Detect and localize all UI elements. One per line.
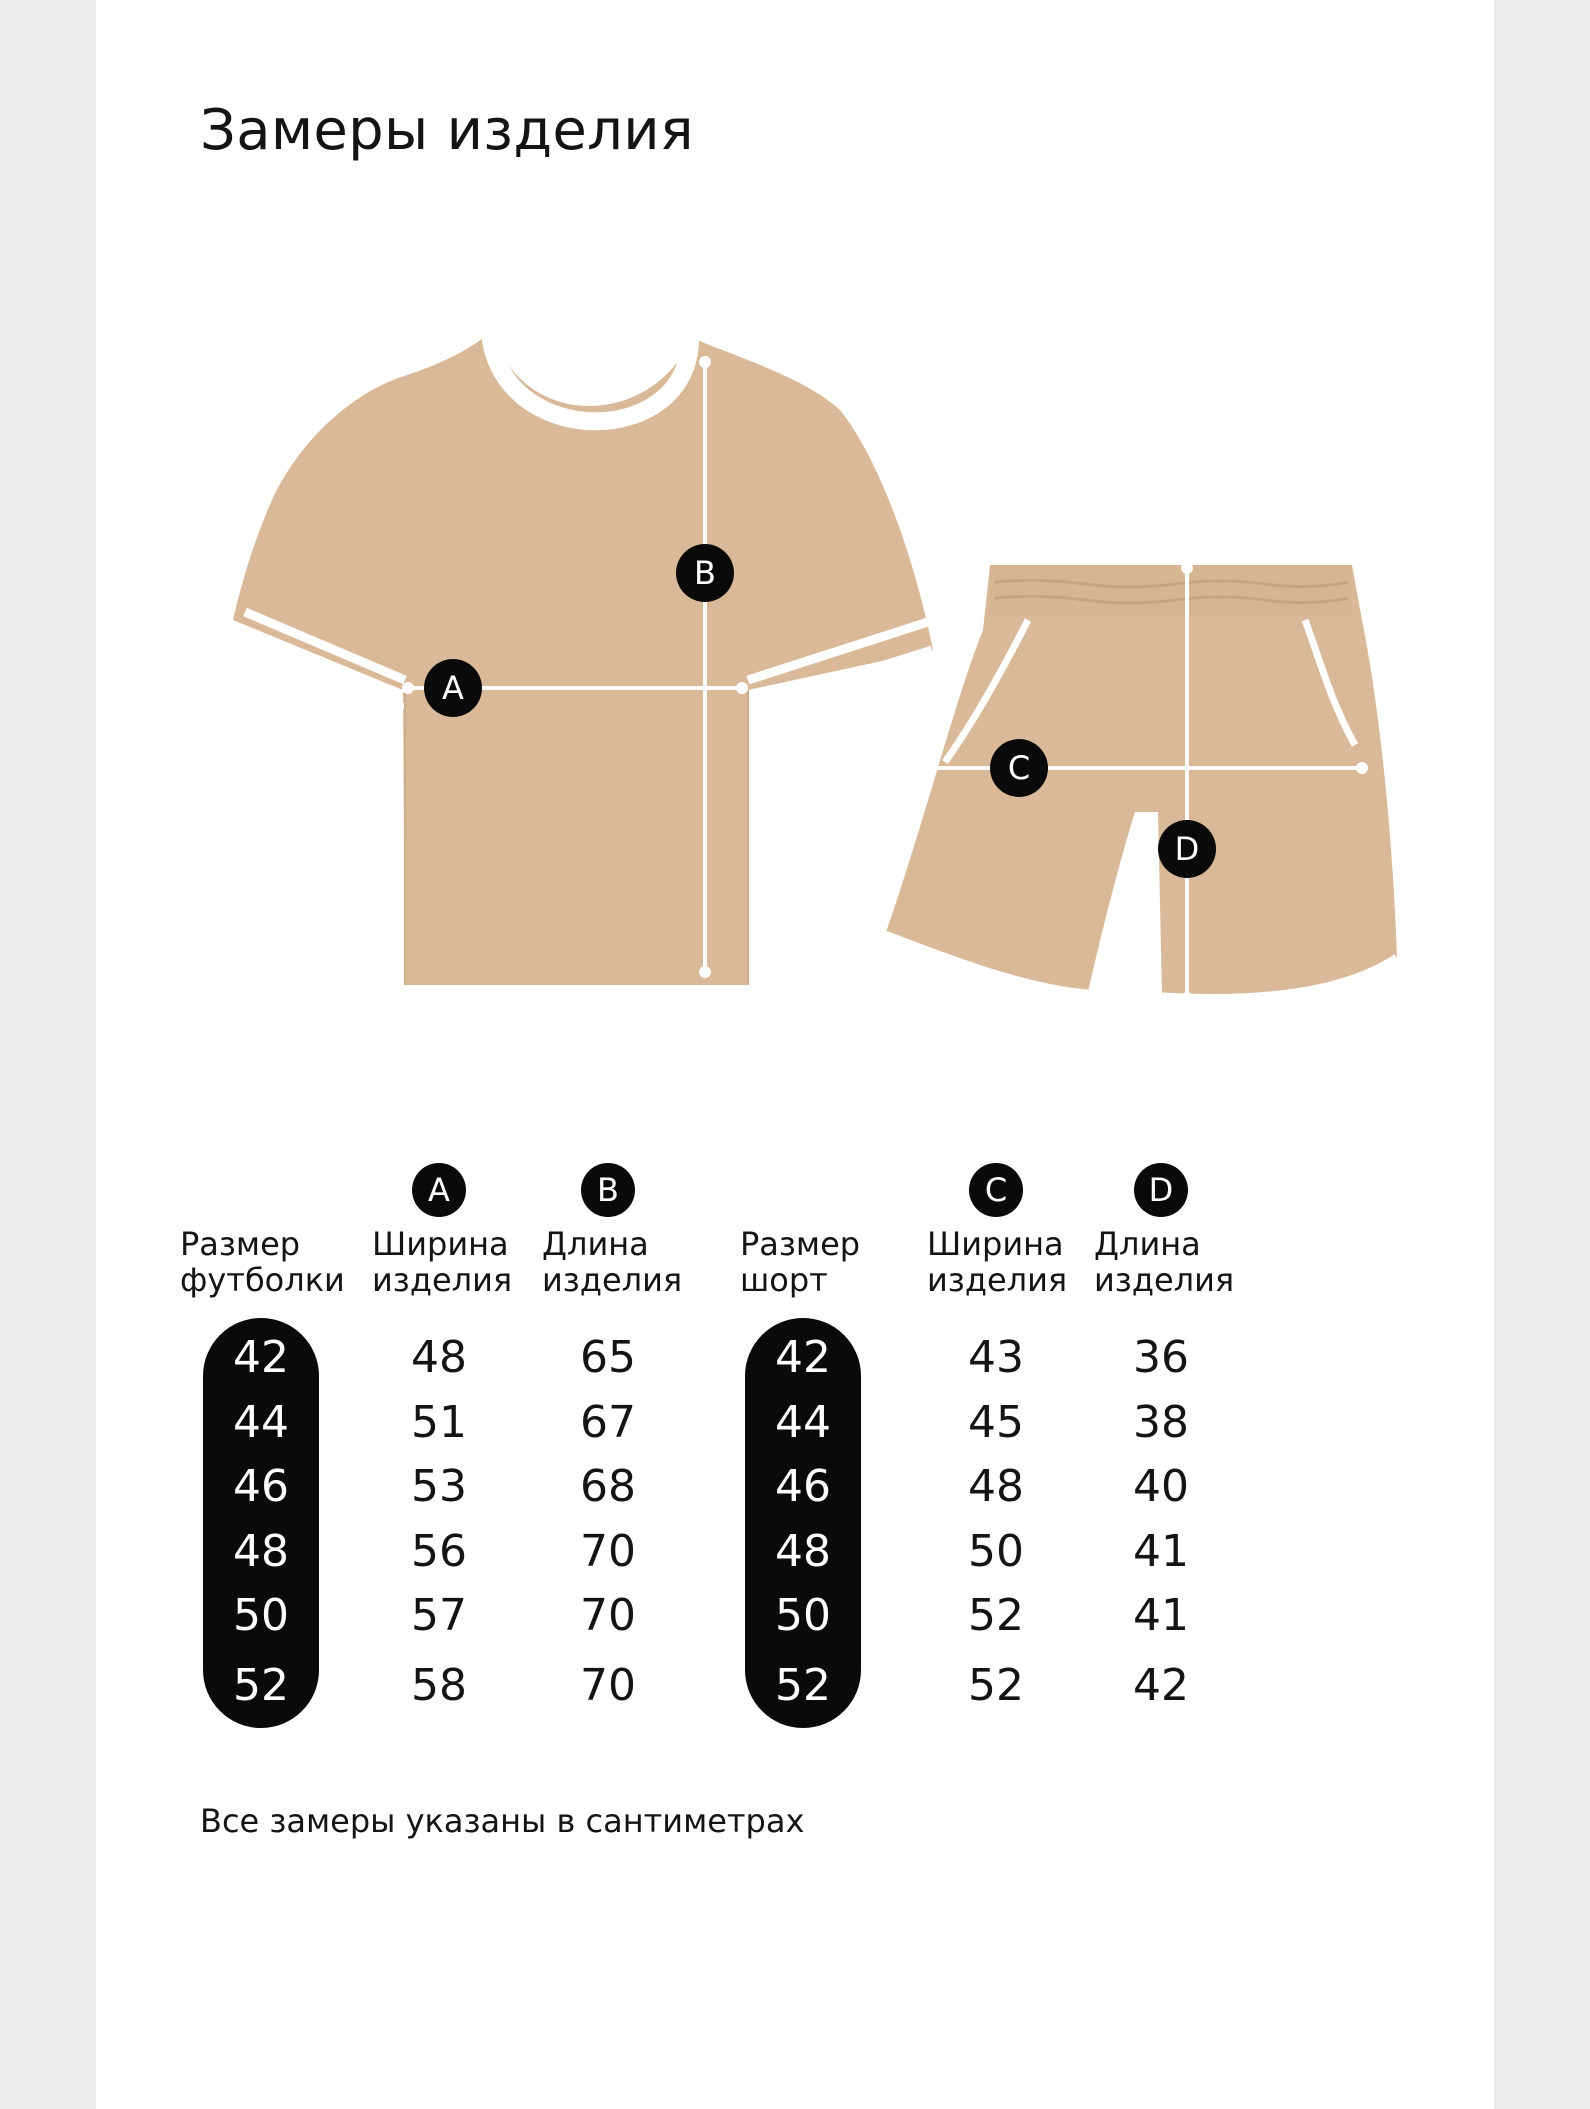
tshirt-length-cell: 70: [580, 1526, 636, 1577]
shorts-length-cell: 41: [1133, 1590, 1189, 1641]
page-title: Замеры изделия: [200, 98, 694, 163]
shorts-width-cell: 52: [968, 1660, 1024, 1711]
shorts-length-cell: 38: [1133, 1397, 1189, 1448]
tshirt-width-cell: 48: [411, 1332, 467, 1383]
tshirt-size-cell: 48: [233, 1526, 289, 1577]
shorts-length-header: Длина изделия: [1094, 1225, 1235, 1299]
shorts-size-cell: 48: [775, 1526, 831, 1577]
shorts-width-cell: 43: [968, 1332, 1024, 1383]
shorts-width-cell: 50: [968, 1526, 1024, 1577]
tshirt-width-header: Ширина изделия: [372, 1225, 513, 1299]
tshirt-width-cell: 56: [411, 1526, 467, 1577]
units-footnote: Все замеры указаны в сантиметрах: [200, 1802, 805, 1840]
shorts-width-cell: 45: [968, 1397, 1024, 1448]
shorts-waistband: [990, 565, 1352, 615]
tshirt-size-cell: 52: [233, 1660, 289, 1711]
tshirt-width-cell: 53: [411, 1461, 467, 1512]
tshirt-size-cell: 42: [233, 1332, 289, 1383]
tshirt-size-header: Размер футболки: [180, 1225, 345, 1299]
shorts-size-cell: 44: [775, 1397, 831, 1448]
tshirt-length-cell: 68: [580, 1461, 636, 1512]
shorts-width-cell: 48: [968, 1461, 1024, 1512]
shorts-size-cell: 42: [775, 1332, 831, 1383]
tshirt-drawing: [233, 330, 933, 985]
svg-text:B: B: [694, 554, 716, 592]
tshirt-length-cell: 65: [580, 1332, 636, 1383]
shorts-size-cell: 46: [775, 1461, 831, 1512]
svg-text:A: A: [442, 669, 464, 707]
shorts-size-header: Размер шорт: [740, 1225, 861, 1299]
tshirt-length-header: Длина изделия: [542, 1225, 683, 1299]
marker-c-badge: [990, 739, 1048, 797]
shorts-width-header: Ширина изделия: [927, 1225, 1068, 1299]
svg-text:D: D: [1174, 830, 1200, 868]
shorts-drawing: [885, 562, 1397, 1004]
tshirt-size-cell: 44: [233, 1397, 289, 1448]
shorts-length-cell: 36: [1133, 1332, 1189, 1383]
tshirt-size-cell: 50: [233, 1590, 289, 1641]
shorts-size-cell: 50: [775, 1590, 831, 1641]
marker-b-badge: [676, 544, 734, 602]
svg-text:C: C: [1007, 749, 1031, 787]
tshirt-size-cell: 46: [233, 1461, 289, 1512]
tshirt-length-cell: 70: [580, 1660, 636, 1711]
shorts-length-cell: 42: [1133, 1660, 1189, 1711]
column-d-badge: D: [1134, 1163, 1188, 1217]
shorts-body: [885, 565, 1397, 997]
tshirt-length-cell: 70: [580, 1590, 636, 1641]
column-c-badge: C: [969, 1163, 1023, 1217]
shorts-length-cell: 40: [1133, 1461, 1189, 1512]
tshirt-length-cell: 67: [580, 1397, 636, 1448]
marker-a-badge: [424, 659, 482, 717]
shorts-size-cell: 52: [775, 1660, 831, 1711]
tshirt-width-cell: 51: [411, 1397, 467, 1448]
column-a-badge: A: [412, 1163, 466, 1217]
column-b-badge: B: [581, 1163, 635, 1217]
tshirt-width-cell: 58: [411, 1660, 467, 1711]
marker-d-badge: [1158, 820, 1216, 878]
shorts-length-cell: 41: [1133, 1526, 1189, 1577]
tshirt-width-cell: 57: [411, 1590, 467, 1641]
shorts-width-cell: 52: [968, 1590, 1024, 1641]
